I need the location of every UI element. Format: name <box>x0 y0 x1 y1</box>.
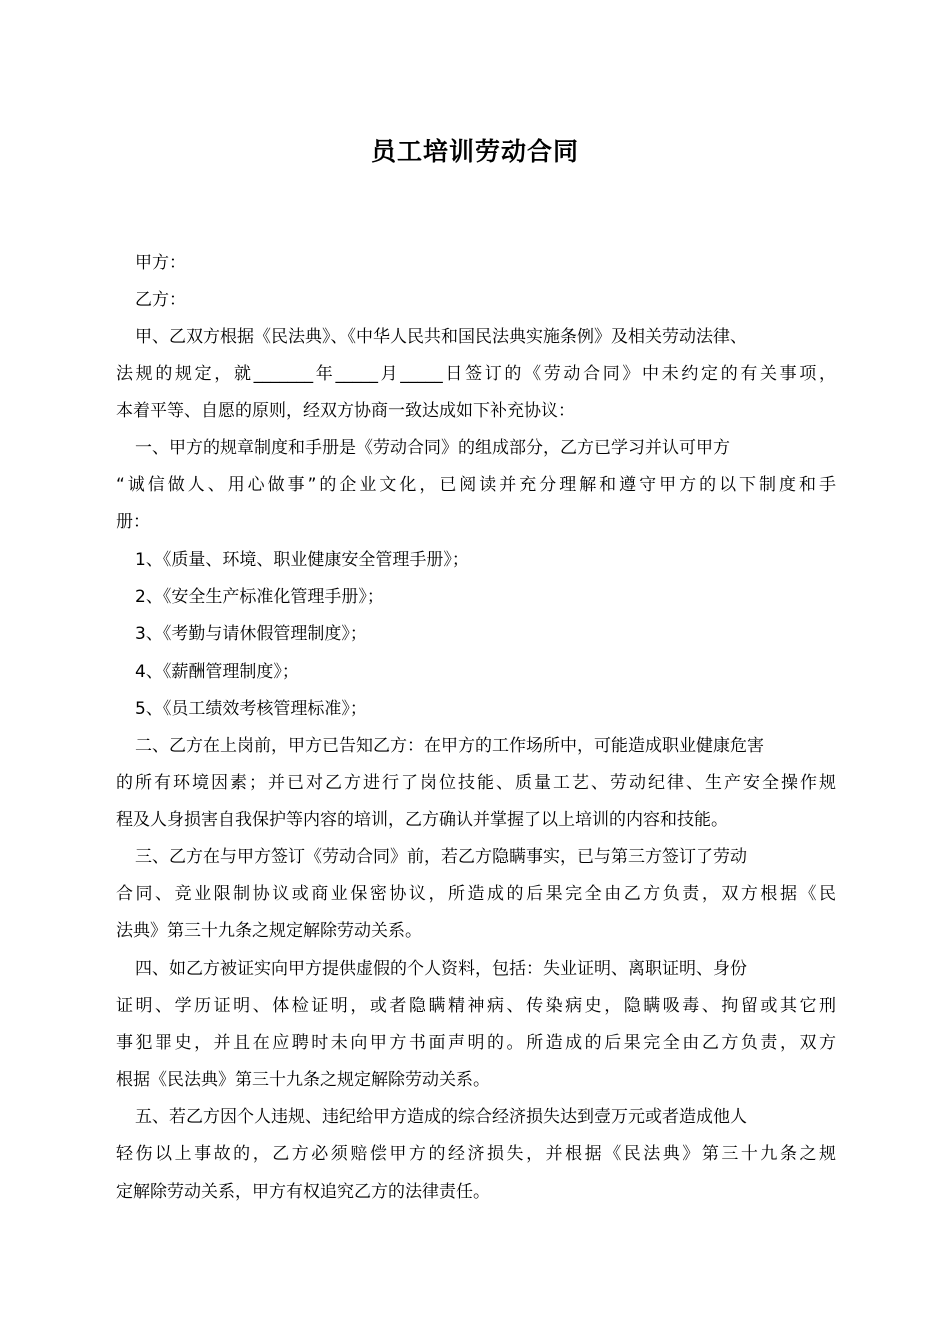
list-item-5: 5、《员工绩效考核管理标准》； <box>135 699 367 719</box>
clause-5-line-3: 定解除劳动关系，甲方有权追究乙方的法律责任。 <box>116 1182 490 1202</box>
clause-2-line-2: 的所有环境因素；并已对乙方进行了岗位技能、质量工艺、劳动纪律、生产安全操作规 <box>116 773 836 793</box>
clause-3-line-3: 法典》第三十九条之规定解除劳动关系。 <box>116 921 422 941</box>
preamble-line-1: 甲、乙双方根据《民法典》、《中华人民共和国民法典实施条例》及相关劳动法律、 <box>135 327 747 347</box>
clause-1-line-3: 册： <box>116 512 150 532</box>
list-item-3: 3、《考勤与请休假管理制度》； <box>135 624 367 644</box>
clause-5-line-2: 轻伤以上事故的，乙方必须赔偿甲方的经济损失，并根据《民法典》第三十九条之规 <box>116 1144 836 1164</box>
clause-2-line-3: 程及人身损害自我保护等内容的培训，乙方确认并掌握了以上培训的内容和技能。 <box>116 810 728 830</box>
clause-4-line-2: 证明、学历证明、体检证明，或者隐瞒精神病、传染病史，隐瞒吸毒、拘留或其它刑 <box>116 996 836 1016</box>
clause-4-line-3: 事犯罪史，并且在应聘时未向甲方书面声明的。所造成的后果完全由乙方负责，双方 <box>116 1033 836 1053</box>
clause-2-line-1: 二、乙方在上岗前，甲方已告知乙方：在甲方的工作场所中，可能造成职业健康危害 <box>135 736 764 756</box>
clause-3-line-2: 合同、竞业限制协议或商业保密协议，所造成的后果完全由乙方负责，双方根据《民 <box>116 884 836 904</box>
clause-1-line-1: 一、甲方的规章制度和手册是《劳动合同》的组成部分，乙方已学习并认可甲方 <box>135 438 730 458</box>
preamble-line-3: 本着平等、自愿的原则，经双方协商一致达成如下补充协议： <box>116 401 575 421</box>
clause-3-line-1: 三、乙方在与甲方签订《劳动合同》前，若乙方隐瞒事实，已与第三方签订了劳动 <box>135 847 747 867</box>
clause-4-line-4: 根据《民法典》第三十九条之规定解除劳动关系。 <box>116 1070 490 1090</box>
preamble-line-2: 法规的规定，就_______年_____月_____日签订的《劳动合同》中未约定的有关事项， <box>116 364 836 384</box>
document-title: 员工培训劳动合同 <box>370 137 579 166</box>
list-item-4: 4、《薪酬管理制度》； <box>135 662 299 682</box>
clause-5-line-1: 五、若乙方因个人违规、违纪给甲方造成的综合经济损失达到壹万元或者造成他人 <box>135 1107 747 1127</box>
party-a-line: 甲方： <box>135 253 186 273</box>
party-b-line: 乙方： <box>135 290 186 310</box>
list-item-2: 2、《安全生产标准化管理手册》； <box>135 587 384 607</box>
list-item-1: 1、《质量、环境、职业健康安全管理手册》； <box>135 550 469 570</box>
clause-1-line-2: “诚信做人、用心做事”的企业文化，已阅读并充分理解和遵守甲方的以下制度和手 <box>116 475 836 495</box>
clause-4-line-1: 四、如乙方被证实向甲方提供虚假的个人资料，包括：失业证明、离职证明、身份 <box>135 959 747 979</box>
